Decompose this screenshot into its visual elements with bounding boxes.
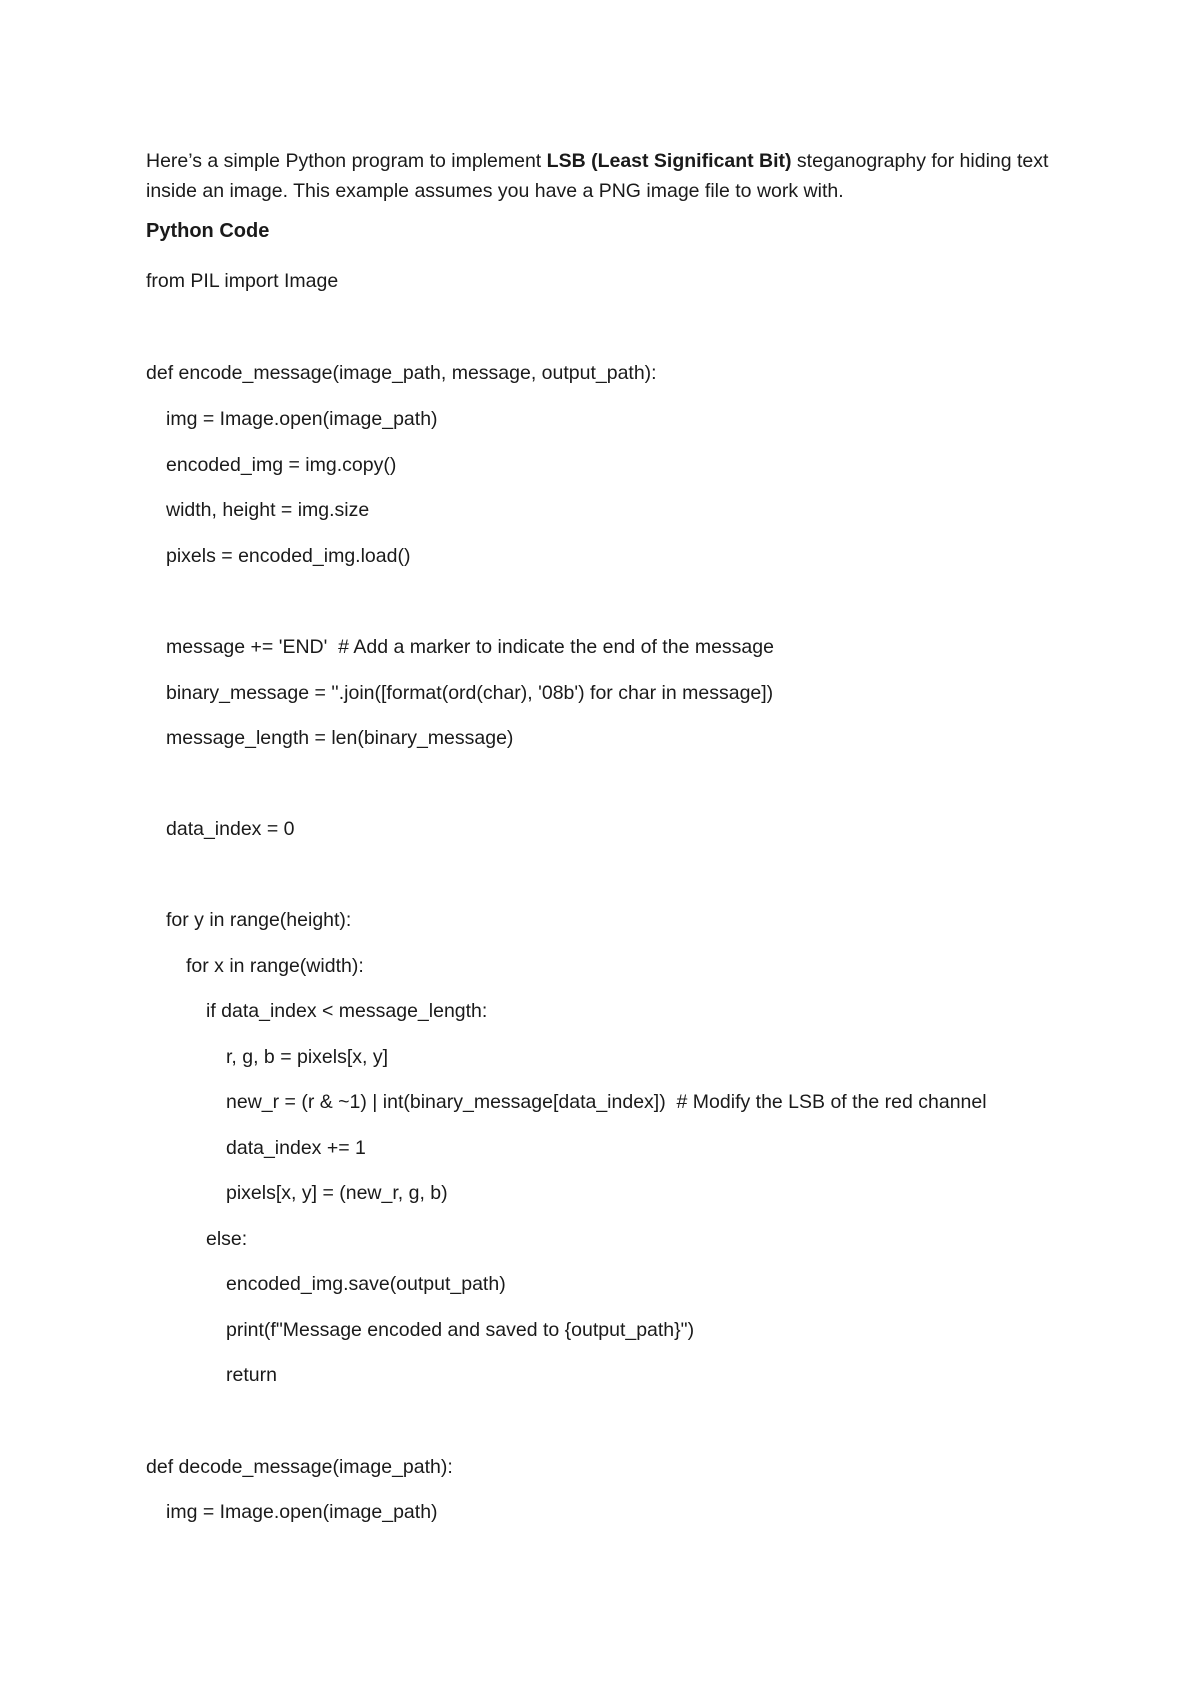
code-line: encoded_img = img.copy() <box>166 454 397 476</box>
code-line: img = Image.open(image_path) <box>166 1501 438 1523</box>
code-line: img = Image.open(image_path) <box>166 408 438 430</box>
code-line: message_length = len(binary_message) <box>166 727 514 749</box>
code-line: r, g, b = pixels[x, y] <box>226 1046 389 1068</box>
intro-text-start: Here’s a simple Python program to implement <box>146 150 547 172</box>
code-line: if data_index < message_length: <box>206 1000 488 1022</box>
code-line: data_index = 0 <box>166 818 295 840</box>
code-line: def encode_message(image_path, message, output_path): <box>146 362 657 384</box>
code-line: for x in range(width): <box>186 955 364 977</box>
intro-paragraph <box>146 146 1066 206</box>
code-line: data_index += 1 <box>226 1137 366 1159</box>
code-line: else: <box>206 1228 248 1250</box>
section-heading: Python Code <box>146 220 270 242</box>
code-line: for y in range(height): <box>166 909 352 931</box>
code-line: pixels[x, y] = (new_r, g, b) <box>226 1182 448 1204</box>
intro-text-end: steganography for hiding text inside an image. This example assumes you have a PNG image file to work with. <box>146 150 1049 202</box>
code-line: from PIL import Image <box>146 270 339 292</box>
intro-bold-term: LSB (Least Significant Bit) <box>546 150 792 172</box>
code-line: new_r = (r & ~1) | int(binary_message[data_index]) # Modify the LSB of the red channel <box>226 1091 987 1113</box>
code-line: binary_message = ''.join([format(ord(char), '08b') for char in message]) <box>166 682 774 704</box>
code-line: message += 'END' # Add a marker to indicate the end of the message <box>166 636 774 658</box>
code-line: def decode_message(image_path): <box>146 1456 453 1478</box>
code-line: width, height = img.size <box>166 499 370 521</box>
code-line: pixels = encoded_img.load() <box>166 545 411 567</box>
code-line: print(f"Message encoded and saved to {output_path}") <box>226 1319 695 1341</box>
code-line: encoded_img.save(output_path) <box>226 1273 506 1295</box>
code-line: return <box>226 1364 277 1386</box>
